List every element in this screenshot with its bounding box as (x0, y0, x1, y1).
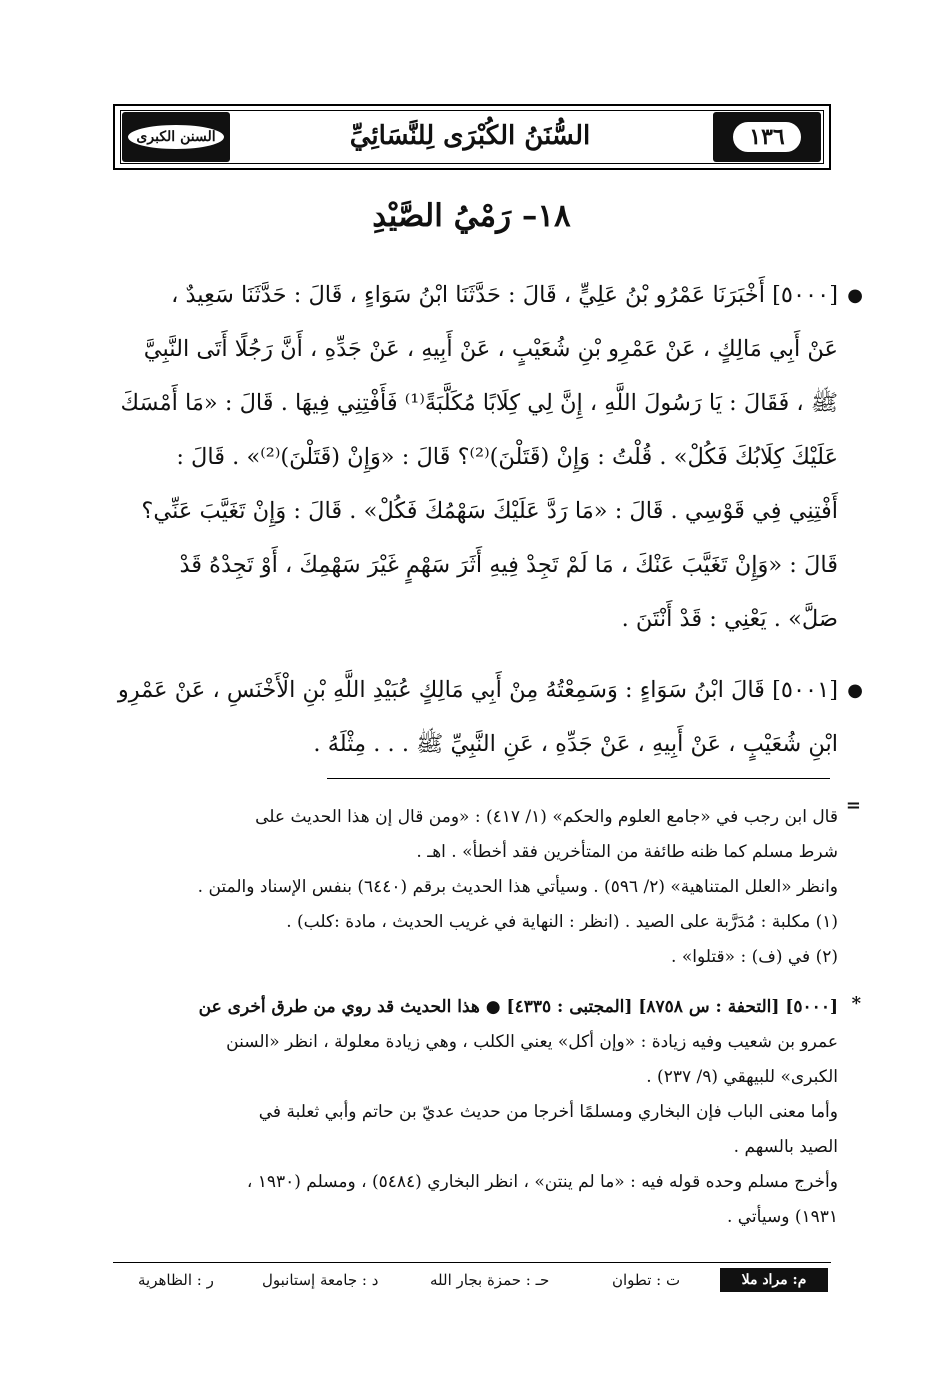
manuscript-t: ت : تطوان (612, 1271, 681, 1289)
hadith-line: ﷺ ، فَقَالَ : يَا رَسُولَ اللَّهِ ، إِنَّ لِي كِلَابًا مُكَلَّبَةً⁽¹⁾ فَأَفْتِنِي فِيهَا . قَالَ : «مَا أَمْسَكَ (120, 390, 838, 416)
hadith-line: أَفْتِنِي فِي قَوْسِي . قَالَ : «مَا رَدَّ عَلَيْكَ سَهْمُكَ فَكُلْ» . قَالَ : وَإِنْ تَغَيَّبَ عَنِّي؟ (141, 498, 838, 524)
footnote-line: (١) مكلبة : مُدَرَّبة على الصيد . (انظر : النهاية في غريب الحديث ، مادة :كلب) . (286, 912, 838, 932)
footnotes (108, 800, 838, 975)
manuscript-d: د : جامعة إستانبول (262, 1271, 379, 1289)
continuation-marker: = (845, 795, 861, 816)
hadith-5000 (108, 268, 838, 646)
footer-rule (113, 1262, 831, 1263)
book-logo (122, 112, 230, 162)
hadith-5001 (108, 663, 838, 771)
hadith-line: [٥٠٠٠] أَخْبَرَنَا عَمْرُو بْنُ عَلِيٍّ ، قَالَ : حَدَّثَنَا ابْنُ سَوَاءٍ ، قَالَ : حَدَّثَنَا سَعِيدٌ ، (171, 282, 838, 308)
takhrij-line: الكبرى» للبيهقي (٩/ ٢٣٧) . (646, 1067, 838, 1087)
manuscript-r: ر : الظاهرية (138, 1271, 214, 1289)
book-logo-text: السنن الكبرى (126, 123, 225, 151)
takhrij-marker: * (851, 993, 861, 1014)
footnote-line: شرط مسلم كما ظنه طائفة من المتأخرين فقد أخطأ» . اهـ . (416, 842, 838, 862)
takhrij-line: الصيد بالسهم . (733, 1137, 838, 1157)
hadith-line: عَنْ أَبِي مَالِكٍ ، عَنْ عَمْرِو بْنِ شُعَيْبٍ ، عَنْ أَبِيهِ ، عَنْ جَدِّهِ ، أَنَّ رَجُلًا أَتَى النَّبِيَّ (143, 336, 838, 362)
chapter-title: ١٨– رَمْيُ الصَّيْدِ (372, 198, 571, 234)
manuscript-h: حـ : حمزة بجار الله (430, 1271, 550, 1289)
hadith-line: صَلَّ» . يَعْنِي : قَدْ أَنْتَنَ . (621, 606, 838, 632)
takhrij-line: وأخرج مسلم وحده قوله فيه : «ما لم ينتن» ، انظر البخاري (٥٤٨٤) ، ومسلم (١٩٣٠ ، (246, 1172, 838, 1192)
hadith-line: [٥٠٠١] قَالَ ابْنُ سَوَاءٍ : وَسَمِعْتُهُ مِنْ أَبِي مَالِكٍ عُبَيْدِ اللَّهِ بْنِ الْأَخْنَسِ ، عَنْ عَمْرِو (117, 677, 838, 703)
manuscript-tag: م: مراد ملا (720, 1268, 828, 1292)
running-title: السُّنَنُ الكُبْرَى لِلنَّسَائِيِّ (349, 121, 591, 151)
takhrij-line: وأما معنى الباب فإن البخاري ومسلمًا أخرجا من حديث عديّ بن حاتم وأبي ثعلبة في (258, 1102, 838, 1122)
bullet-icon: ● (847, 285, 863, 306)
footnote-separator (327, 778, 830, 779)
footnote-line: (٢) في (ف) : «قتلوا» . (671, 947, 838, 967)
hadith-line: عَلَيْكَ كِلَابُكَ فَكُلْ» . قُلْتُ : وَإِنْ (قَتَلْنَ)⁽²⁾؟ قَالَ : «وَإِنْ (قَتَلْنَ)⁽²⁾» . قَالَ : (176, 444, 838, 470)
takhrij-notes (108, 990, 838, 1235)
takhrij-line: عمرو بن شعيب وفيه زيادة : «وإن أكل» يعني الكلب ، وهي زيادة معلولة ، انظر «السنن (226, 1032, 838, 1052)
bullet-icon: ● (847, 680, 863, 701)
page-number: ١٣٦ (731, 120, 802, 154)
page-number-ornament (713, 112, 821, 162)
hadith-line: ابْنِ شُعَيْبٍ ، عَنْ أَبِيهِ ، عَنْ جَدِّهِ ، عَنِ النَّبِيِّ ﷺ . . . مِثْلَهُ . (313, 731, 838, 757)
hadith-line: قَالَ : «وَإِنْ تَغَيَّبَ عَنْكَ ، مَا لَمْ تَجِدْ فِيهِ أَثَرَ سَهْمٍ غَيْرَ سَهْمِكَ ، أَوْ تَجِدْهُ قَدْ (179, 552, 838, 578)
takhrij-line: ١٩٣١) وسيأتي . (726, 1207, 838, 1227)
footnote-line: قال ابن رجب في «جامع العلوم والحكم» (١/ ٤١٧) : «ومن قال إن هذا الحديث على (255, 807, 838, 827)
footnote-line: وانظر «العلل المتناهية» (٢/ ٥٩٦) . وسيأتي هذا الحديث برقم (٦٤٤٠) بنفس الإسناد والمتن . (197, 877, 838, 897)
takhrij-line: [٥٠٠٠] [التحفة : س ٨٧٥٨] [المجتبى : ٤٣٣٥] ● هذا الحديث قد روي من طرق أخرى عن (198, 997, 838, 1017)
